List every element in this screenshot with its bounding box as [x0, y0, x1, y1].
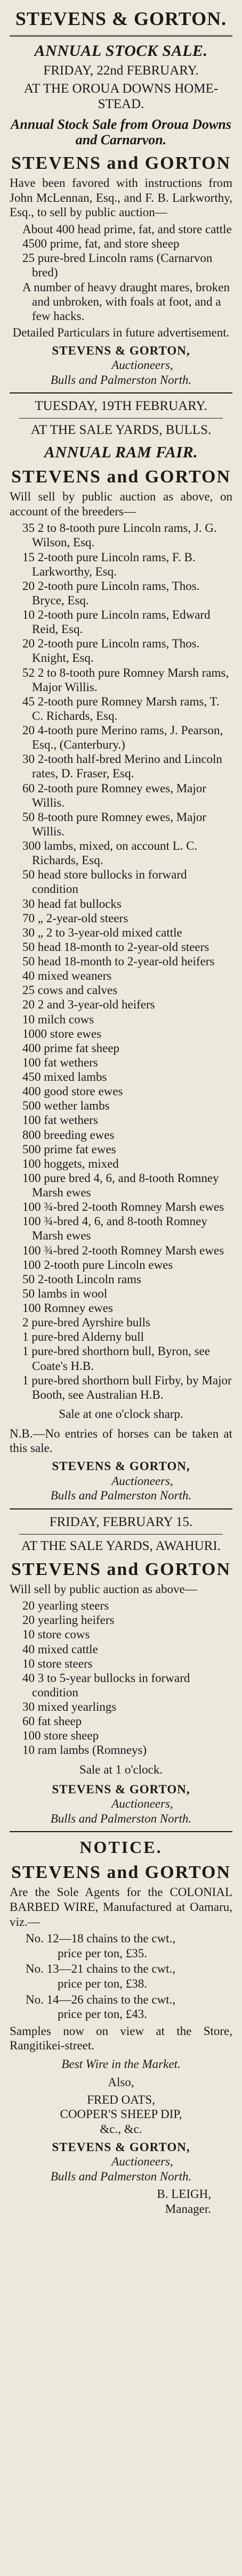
lot-item: 1 pure-bred shorthorn bull, Byron, see Coate's H.B.: [22, 1344, 210, 1373]
lot-item: 100 ¾-bred 2-tooth Romney Marsh ewes: [22, 1200, 224, 1214]
lot-item: 30 head fat bullocks: [22, 897, 122, 910]
signature-place: Bulls and Palmerston North.: [50, 1811, 192, 1825]
signature-name: STEVENS & GORTON,: [52, 1459, 190, 1473]
lot-item: 500 prime fat ewes: [22, 1142, 116, 1156]
signature-place: Bulls and Palmerston North.: [50, 373, 192, 387]
divider: [10, 392, 232, 393]
lot-item: 40 3 to 5-year bullocks in forward condition: [22, 1671, 190, 1699]
lot-item: 100 fat wethers: [22, 1113, 98, 1127]
lot-item: 4500 prime, fat, and store sheep: [22, 237, 180, 251]
lot-item: A number of heavy draught mares, broken and unbroken, with foals at foot, and a few hacks.: [22, 280, 230, 323]
lot-item: 52 2 to 8-tooth pure Romney Marsh rams, Major Willis.: [22, 666, 229, 694]
price-item: [10, 1962, 232, 1991]
lot-item: 10 2-tooth pure Lincoln rams, Edward Reid, Esq.: [22, 608, 211, 636]
stock-sale-advert: [0, 42, 242, 387]
lot-item: 100 hoggets, mixed: [22, 1156, 119, 1170]
lot-item: 15 2-tooth pure Lincoln rams, F. B. Larkworthy, Esq.: [22, 550, 196, 578]
price-list: [10, 1931, 232, 2022]
lot-item: 1000 store ewes: [22, 1027, 102, 1040]
awahuri-intro: Will sell by public auction as above—: [10, 1582, 197, 1596]
lot-item: 10 store steers: [22, 1656, 93, 1670]
lot-item: 45 2-tooth pure Romney Marsh rams, T. C. Richards, Esq.: [22, 694, 220, 723]
awahuri-sale-time: Sale at 1 o'clock.: [79, 1762, 163, 1776]
price-item: [10, 1931, 232, 1960]
lot-item: 30 2-tooth half-bred Merino and Lincoln rates, D. Fraser, Esq.: [22, 752, 222, 781]
lot-item: 35 2 to 8-tooth pure Lincoln rams, J. G. Wilson, Esq.: [22, 521, 217, 549]
ram-fair-title: ANNUAL RAM FAIR.: [44, 444, 198, 462]
stock-sale-signature: [10, 343, 232, 388]
awahuri-lot-list: [10, 1598, 232, 1757]
lot-item: 1 pure-bred Alderny bull: [22, 1330, 144, 1344]
lot-item: 50 2-tooth Lincoln rams: [22, 1272, 141, 1286]
lot-item: 20 4-tooth pure Merino rams, J. Pearson, Esq., (Canterbury.): [22, 724, 223, 752]
lot-item: 40 mixed cattle: [22, 1642, 98, 1656]
signature-role: Auctioneers,: [111, 358, 173, 372]
lot-item: 1 pure-bred shorthorn bull Firby, by Major Booth, see Australian H.B.: [22, 1373, 232, 1401]
lot-item: 10 milch cows: [22, 1012, 94, 1026]
lot-item: 10 ram lambs (Romneys): [22, 1743, 147, 1757]
price-sub: price per ton, £35.: [58, 1946, 147, 1960]
lot-item: 20 yearling heifers: [22, 1613, 115, 1627]
lot-item: 400 prime fat sheep: [22, 1041, 120, 1055]
lot-item: 100 pure bred 4, 6, and 8-tooth Romney Marsh ewes: [22, 1171, 219, 1199]
lot-item: About 400 head prime, fat, and store cattle: [22, 223, 232, 236]
masthead: STEVENS & GORTON.: [10, 0, 232, 37]
divider: [19, 418, 223, 419]
lot-item: 800 breeding ewes: [22, 1128, 115, 1142]
price-sub: price per ton, £38.: [58, 1976, 147, 1990]
notice-firm: STEVENS and GORTON: [11, 1863, 231, 1883]
ram-fair-date: TUESDAY, 19TH FEBRUARY.: [35, 399, 207, 414]
stock-sale-intro: Have been favored with instructions from John McLennan, Esq., and F. B. Larkworthy, Esq., to sell by public auction—: [10, 176, 232, 219]
signature-name: STEVENS & GORTON,: [52, 343, 190, 357]
lot-item: 100 ¾-bred 4, 6, and 8-tooth Romney Marsh ewes: [22, 1215, 207, 1243]
signature-name: STEVENS & GORTON,: [52, 2140, 190, 2154]
notice-advert: [0, 1837, 242, 2216]
signature-role: Auctioneers,: [111, 1797, 173, 1811]
price-item: [10, 1992, 232, 2022]
lot-item: 400 good store ewes: [22, 1085, 123, 1098]
ram-fair-note: N.B.—No entries of horses can be taken at this sale.: [10, 1426, 232, 1455]
stock-sale-lot-list: [10, 222, 232, 323]
price-sub: price per ton, £43.: [58, 2007, 147, 2021]
stock-sale-firm: STEVENS and GORTON: [11, 153, 231, 174]
notice-title: NOTICE.: [79, 1837, 163, 1857]
manager-role: Manager.: [165, 2202, 211, 2216]
lot-item: 50 8-tooth pure Romney ewes, Major Willis.: [22, 810, 206, 838]
lot-item: 100 2-tooth pure Lincoln ewes: [22, 1258, 173, 1271]
signature-place: Bulls and Palmerston North.: [50, 2169, 192, 2183]
signature-name: STEVENS & GORTON,: [52, 1782, 190, 1796]
lot-item: 50 head store bullocks in forward condition: [22, 868, 187, 896]
lot-item: 20 2 and 3-year-old heifers: [22, 998, 155, 1012]
stock-sale-venue: AT THE OROUA DOWNS HOME-STEAD.: [23, 81, 219, 111]
ram-fair-sale-time: Sale at one o'clock sharp.: [59, 1407, 183, 1421]
lot-item: 300 lambs, mixed, on account L. C. Richards, Esq.: [22, 839, 198, 867]
notice-also: Also,: [108, 2075, 134, 2089]
lot-item: 20 yearling steers: [22, 1599, 109, 1613]
lot-item: 60 2-tooth pure Romney ewes, Major Willis.: [22, 781, 206, 809]
price-line: No. 12—18 chains to the cwt.,: [26, 1932, 176, 1946]
lot-item: 10 store cows: [22, 1628, 90, 1642]
stock-sale-date: FRIDAY, 22nd FEBRUARY.: [43, 63, 199, 78]
awahuri-venue: AT THE SALE YARDS, AWAHURI.: [21, 1538, 221, 1553]
lot-item: 50 lambs in wool: [22, 1286, 108, 1300]
ram-fair-venue: AT THE SALE YARDS, BULLS.: [30, 423, 212, 438]
ram-fair-firm: STEVENS and GORTON: [11, 467, 231, 487]
price-line: No. 14—26 chains to the cwt.,: [26, 1992, 176, 2006]
awahuri-advert: [0, 1515, 242, 1826]
lot-item: 100 fat wethers: [22, 1055, 98, 1069]
also-item: FRED OATS,: [87, 2093, 155, 2106]
lot-item: 100 Romney ewes: [22, 1301, 113, 1315]
lot-item: 50 head 18-month to 2-year-old heifers: [22, 955, 215, 968]
divider: [19, 1534, 223, 1535]
signature-role: Auctioneers,: [111, 2155, 173, 2169]
awahuri-signature: [10, 1782, 232, 1826]
lot-item: 20 2-tooth pure Lincoln rams, Thos. Bryce, Esq.: [22, 579, 200, 607]
lot-item: 50 head 18-month to 2-year-old steers: [22, 940, 209, 954]
ram-fair-advert: [0, 399, 242, 1503]
lot-item: 100 ¾-bred 2-tooth Romney Marsh ewes: [22, 1243, 224, 1257]
lot-item: 30 „ 2 to 3-year-old mixed cattle: [22, 925, 182, 939]
stock-sale-footer: Detailed Particulars in future advertisement.: [12, 325, 230, 339]
lot-item: 100 store sheep: [22, 1729, 99, 1743]
lot-item: 25 pure-bred Lincoln rams (Carnarvon bred): [22, 251, 213, 280]
ram-fair-intro: Will sell by public auction as above, on account of the breeders—: [10, 490, 232, 518]
notice-slogan: Best Wire in the Market.: [61, 2057, 181, 2071]
manager-name: B. LEIGH,: [157, 2187, 211, 2201]
stock-sale-subtitle: Annual Stock Sale from Oroua Downs and Carnarvon.: [11, 116, 231, 148]
signature-place: Bulls and Palmerston North.: [50, 1489, 192, 1503]
also-item: &c., &c.: [100, 2122, 142, 2136]
also-item: COOPER'S SHEEP DIP,: [60, 2107, 182, 2121]
price-line: No. 13—21 chains to the cwt.,: [26, 1962, 176, 1976]
lot-item: 70 „ 2-year-old steers: [22, 911, 128, 925]
lot-item: 60 fat sheep: [22, 1714, 82, 1728]
stock-sale-title: ANNUAL STOCK SALE.: [34, 42, 208, 60]
awahuri-date: FRIDAY, FEBRUARY 15.: [49, 1514, 193, 1529]
lot-item: 20 2-tooth pure Lincoln rams, Thos. Knight, Esq.: [22, 637, 200, 665]
awahuri-firm: STEVENS and GORTON: [11, 1559, 231, 1579]
lot-item: 25 cows and calves: [22, 983, 118, 997]
notice-signature: [10, 2140, 232, 2184]
lot-item: 450 mixed lambs: [22, 1070, 107, 1084]
lot-item: 2 pure-bred Ayrshire bulls: [22, 1316, 150, 1330]
notice-samples: Samples now on view at the Store, Rangitikei-street.: [10, 2024, 232, 2053]
lot-item: 500 wether lambs: [22, 1099, 110, 1113]
lot-item: 30 mixed yearlings: [22, 1700, 117, 1714]
ram-fair-signature: [10, 1459, 232, 1503]
divider: [10, 1831, 232, 1832]
lot-item: 40 mixed weaners: [22, 969, 112, 983]
divider: [10, 1508, 232, 1509]
ram-fair-lot-list: [10, 521, 232, 1402]
signature-role: Auctioneers,: [111, 1474, 173, 1488]
notice-intro: Are the Sole Agents for the COLONIAL BARBED WIRE, Manufactured at Oamaru, viz.—: [10, 1885, 232, 1929]
